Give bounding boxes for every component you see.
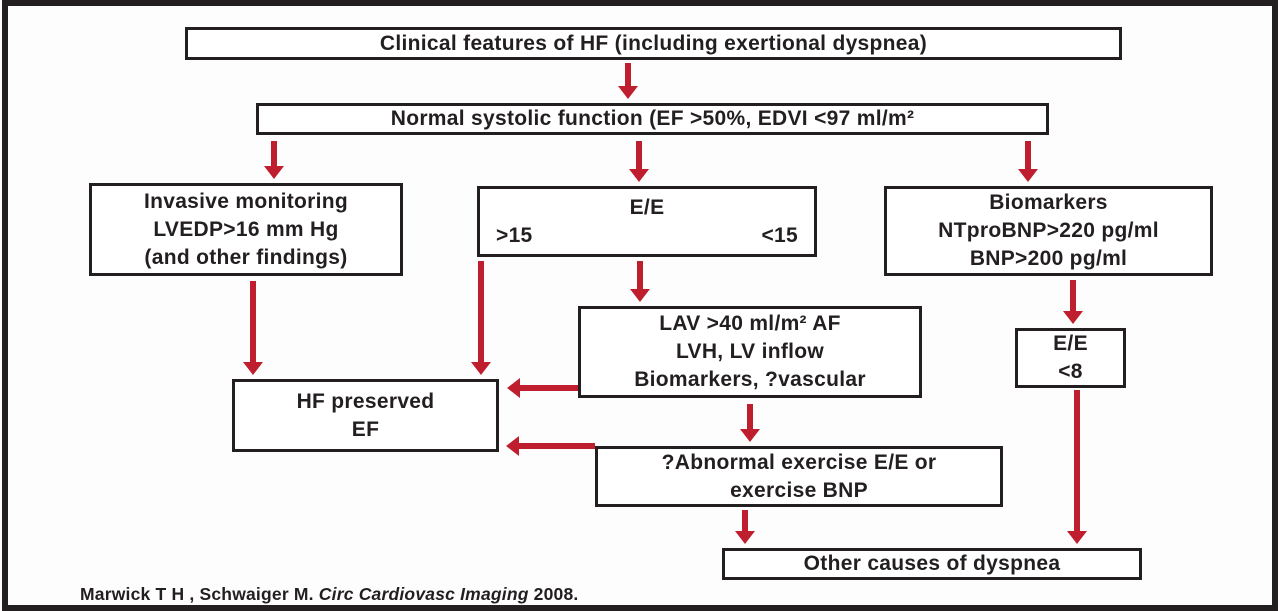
- invasive-line-2: LVEDP>16 mm Hg: [153, 217, 339, 241]
- ee-below-8-box: [1015, 328, 1126, 388]
- ee-ratio-low-value: <15: [761, 224, 798, 247]
- invasive-line-1: Invasive monitoring: [143, 189, 349, 213]
- arrow-invasive-to-hf-icon: [250, 281, 256, 363]
- ee-ratio-box: [477, 186, 817, 257]
- lav-line-1: LAV >40 ml/m² AF: [659, 312, 841, 335]
- citation-authors: Marwick T H , Schwaiger M.: [80, 584, 319, 604]
- abnormal-line-1: ?Abnormal exercise E/E or: [661, 450, 937, 474]
- hf-preserved-ef-box: [232, 379, 499, 452]
- ee8-line-1: E/E: [1053, 332, 1088, 355]
- abnormal-exercise-box: [595, 446, 1003, 507]
- arrow-lav-to-hf-icon: [519, 385, 578, 391]
- arrow-ee8-to-other-icon: [1074, 390, 1080, 532]
- normal-systolic-function-text: Normal systolic function (EF >50%, EDVI <97 ml/m²: [390, 107, 915, 130]
- other-causes-box: [722, 548, 1142, 580]
- biomarkers-box: [884, 186, 1213, 276]
- ee-ratio-high-value: >15: [496, 224, 533, 247]
- normal-systolic-function-box: [256, 103, 1049, 135]
- arrow-normal-to-invasive-icon: [271, 141, 277, 167]
- ee8-line-2: <8: [1058, 360, 1083, 383]
- citation: [80, 584, 578, 605]
- biomarkers-line-3: BNP>200 pg/ml: [969, 247, 1128, 270]
- citation-year: 2008.: [528, 584, 579, 604]
- arrow-normal-to-ee-icon: [636, 141, 642, 170]
- citation-journal: Circ Cardiovasc Imaging: [318, 584, 529, 604]
- arrow-ee-to-lav-icon: [637, 261, 643, 290]
- hf-line-1: HF preserved: [296, 389, 435, 413]
- lav-line-2: LVH, LV inflow: [675, 340, 825, 363]
- invasive-monitoring-box: [89, 183, 403, 276]
- other-causes-text: Other causes of dyspnea: [803, 552, 1061, 575]
- arrow-abnormal-to-hf-icon: [518, 443, 595, 449]
- lav-criteria-box: [578, 306, 922, 398]
- hf-line-2: EF: [351, 417, 380, 441]
- ee-ratio-title: E/E: [629, 196, 665, 219]
- clinical-features-box: [185, 27, 1122, 60]
- arrow-lav-to-abnormal-icon: [747, 404, 753, 430]
- arrow-biomarkers-to-ee8-icon: [1070, 280, 1076, 312]
- lav-line-3: Biomarkers, ?vascular: [634, 368, 866, 391]
- arrow-normal-to-biomarkers-icon: [1025, 141, 1031, 170]
- biomarkers-line-2: NTproBNP>220 pg/ml: [938, 219, 1159, 242]
- arrow-abnormal-to-other-icon: [742, 510, 748, 532]
- clinical-features-text: Clinical features of HF (including exertional dyspnea): [379, 31, 928, 55]
- biomarkers-line-1: Biomarkers: [989, 191, 1108, 214]
- arrow-clinical-to-normal-icon: [625, 63, 631, 87]
- invasive-line-3: (and other findings): [144, 245, 348, 269]
- arrow-ee-high-to-hf-icon: [478, 261, 484, 363]
- abnormal-line-2: exercise BNP: [730, 478, 868, 502]
